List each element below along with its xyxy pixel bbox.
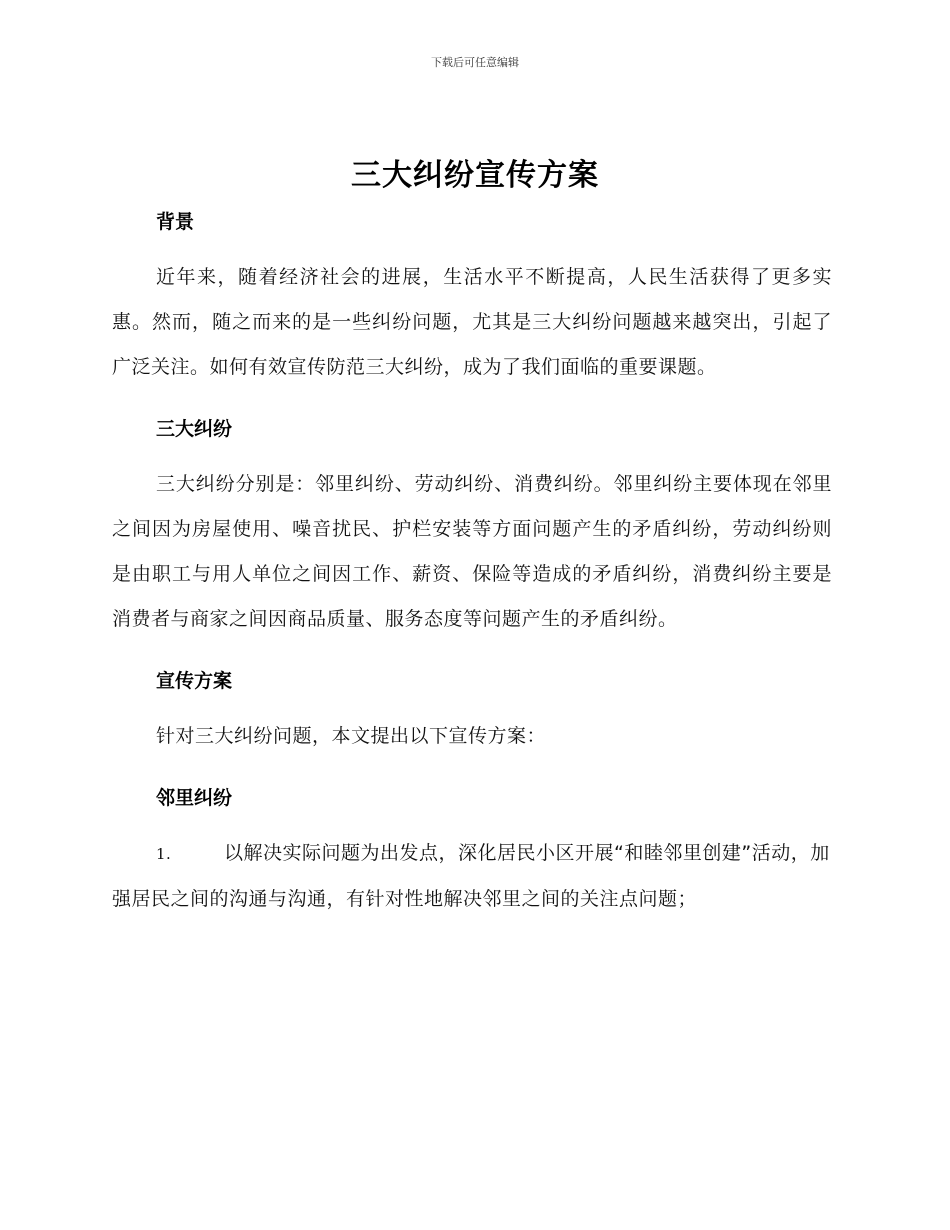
list-item-text: 以解决实际问题为出发点，深化居民小区开展“和睦邻里创建”活动，加强居民之间的沟通与沟通，有针对性地解决邻里之间的关注点问题； <box>112 842 830 910</box>
section-heading-background: 背景 <box>156 211 195 233</box>
section-heading-three-disputes: 三大纠纷 <box>156 418 233 440</box>
paragraph-plan: 针对三大纠纷问题，本文提出以下宣传方案： <box>156 725 547 747</box>
header-note: 下载后可任意编辑 <box>431 56 519 69</box>
paragraph-background: 近年来，随着经济社会的进展，生活水平不断提高，人民生活获得了更多实惠。然而，随之而来的是一些纠纷问题，尤其是三大纠纷问题越来越突出，引起了广泛关注。如何有效宣传防范三大纠纷，成为了我们面临的重要课题。 <box>112 266 832 378</box>
paragraph-three-disputes: 三大纠纷分别是：邻里纠纷、劳动纠纷、消费纠纷。邻里纠纷主要体现在邻里之间因为房屋使用、噪音扰民、护栏安装等方面问题产生的矛盾纠纷，劳动纠纷则是由职工与用人单位之间因工作、薪资、保险等造成的矛盾纠纷，消费纠纷主要是消费者与商家之间因商品质量、服务态度等问题产生的矛盾纠纷。 <box>112 473 832 630</box>
list-item-number: 1. <box>156 845 172 863</box>
document-body <box>112 207 832 922</box>
list-item <box>112 831 832 922</box>
document-title: 三大纠纷宣传方案 <box>351 158 599 193</box>
section-heading-neighbor: 邻里纠纷 <box>156 787 233 809</box>
section-heading-plan: 宣传方案 <box>156 670 233 692</box>
